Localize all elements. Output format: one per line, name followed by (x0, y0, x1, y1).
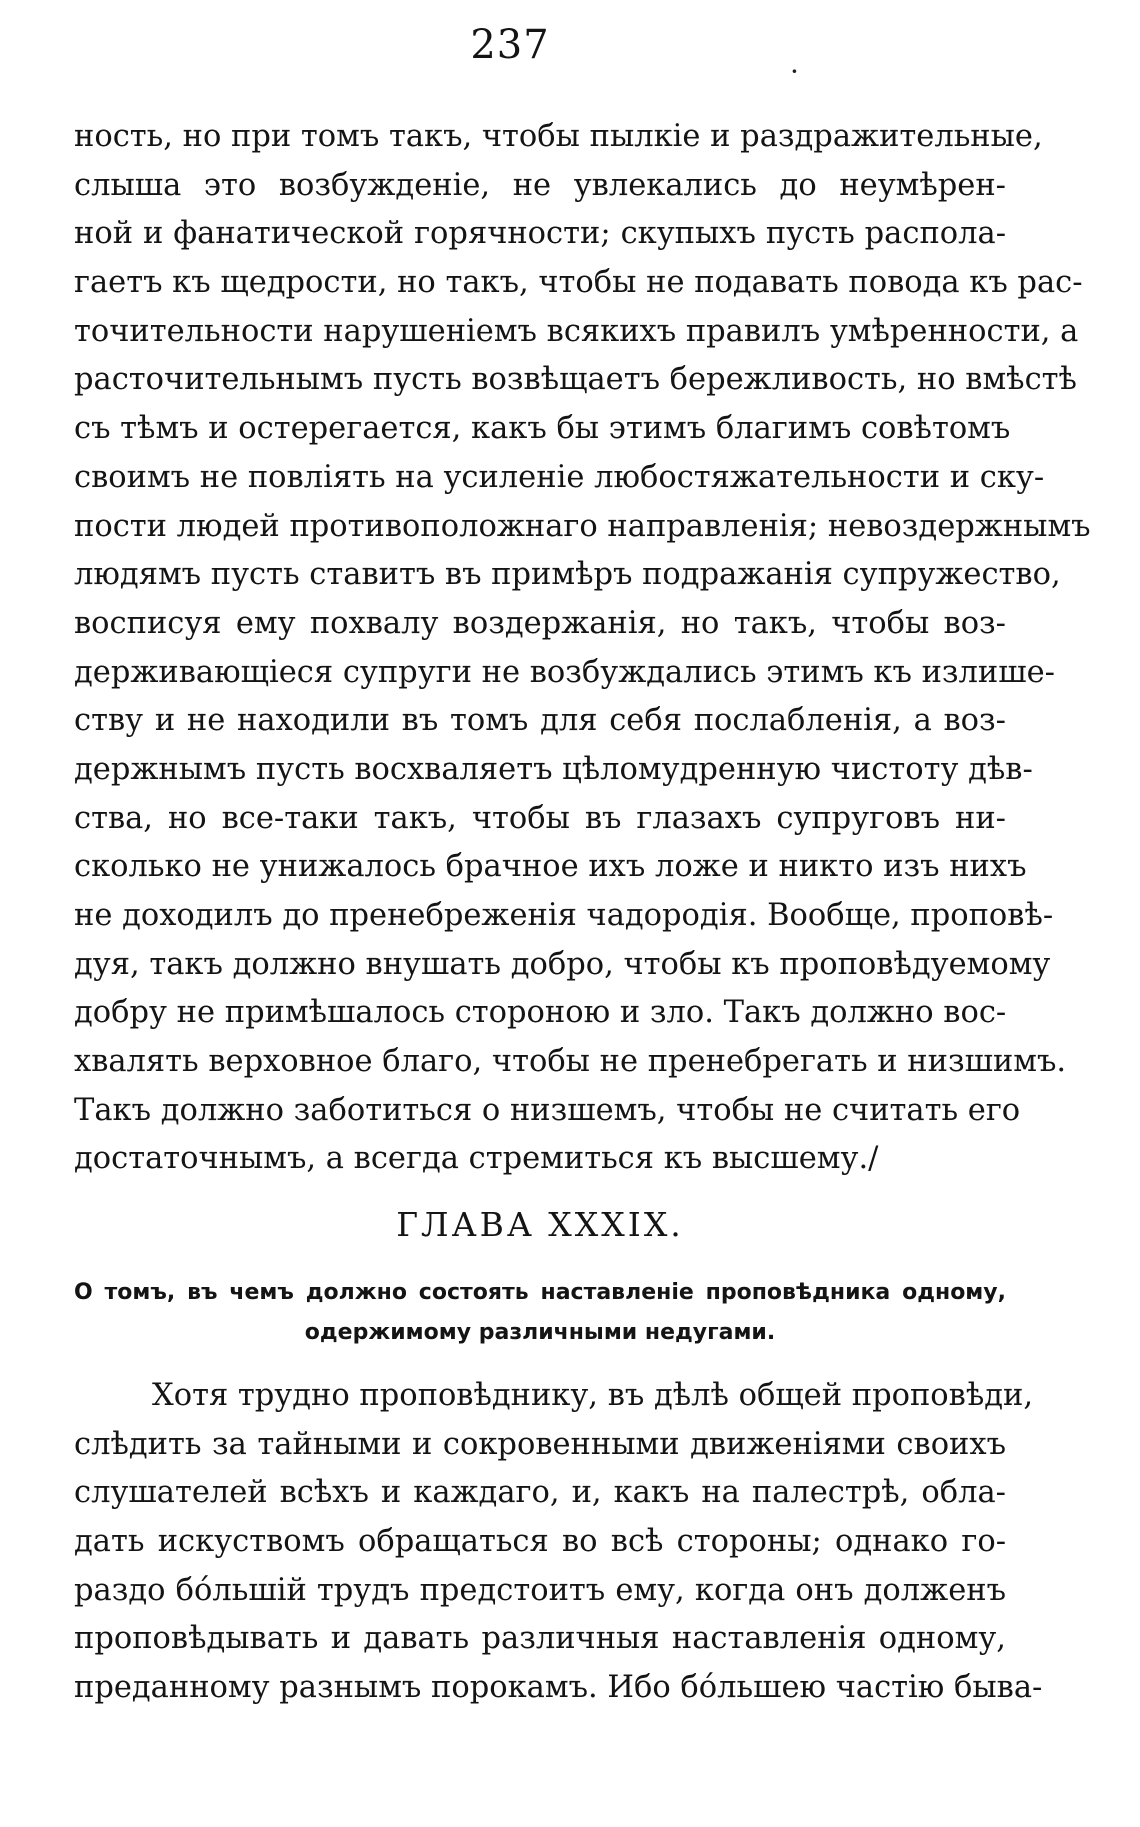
text-line: гаетъ къ щедрости, но такъ, чтобы не подавать повода къ рас- (74, 265, 1083, 301)
text-line: раздо бо́льшій трудъ предстоитъ ему, когда онъ долженъ (74, 1572, 1006, 1608)
text-line: преданному разнымъ порокамъ. Ибо бо́льшею частію быва- (74, 1670, 1043, 1706)
text-line: добру не примѣшалось стороною и зло. Такъ должно вос- (74, 995, 1007, 1031)
text-line: достаточнымъ, а всегда стремиться къ высшему./ (74, 1141, 879, 1177)
text-line: Такъ должно заботиться о низшемъ, чтобы не считать его (74, 1092, 1021, 1128)
text-line: дуя, такъ должно внушать добро, чтобы къ проповѣдуемому (74, 946, 1051, 982)
text-line: Хотя трудно проповѣднику, въ дѣлѣ общей проповѣди, (152, 1378, 1034, 1413)
paragraph (74, 1372, 1043, 1713)
subtitle-line: одержимому различными недугами. (304, 1320, 776, 1345)
text-line: ства, но все-таки такъ, чтобы въ глазахъ супруговъ ни- (74, 800, 1006, 836)
text-line: своимъ не повліять на усиленіе любостяжательности и ску- (74, 459, 1045, 495)
text-line: слыша это возбужденіе, не увлекались до неумѣрен- (74, 167, 1006, 203)
text-line: восписуя ему похвалу воздержанія, но такъ, чтобы воз- (74, 605, 1006, 641)
text-line: проповѣдывать и давать различныя наставленія одному, (74, 1621, 1006, 1657)
text-line: ству и не находили въ томъ для себя послабленія, а воз- (74, 703, 1006, 739)
text-line: хвалять верховное благо, чтобы не пренебрегать и низшимъ. (74, 1044, 1067, 1080)
text-line: съ тѣмъ и остерегается, какъ бы этимъ благимъ совѣтомъ (74, 411, 1011, 447)
text-line: пости людей противоположнаго направленія; невоздержнымъ (74, 508, 1091, 544)
text-line: дать искуствомъ обращаться во всѣ стороны; однако го- (74, 1524, 1006, 1560)
text-line: сколько не унижалось брачное ихъ ложе и никто изъ нихъ (74, 849, 1027, 885)
text-line: точительности нарушеніемъ всякихъ правилъ умѣренности, а (74, 313, 1079, 349)
scan-speck: · (790, 55, 799, 88)
text-line: слѣдить за тайными и сокровенными движеніями своихъ (74, 1426, 1006, 1462)
paragraph-continued (74, 113, 1091, 1184)
text-line: расточительнымъ пусть возвѣщаетъ бережливость, но вмѣстѣ (74, 362, 1077, 398)
text-line: не доходилъ до пренебреженія чадородія. Вообще, проповѣ- (74, 898, 1054, 933)
chapter-heading: ГЛАВА XXXIX. (396, 1205, 684, 1244)
subtitle-line: О томъ, въ чемъ должно состоять наставленіе проповѣдника одному, (74, 1280, 1006, 1305)
text-line: людямъ пусть ставитъ въ примѣръ подражанія супружество, (74, 557, 1061, 593)
chapter-subtitle (74, 1273, 1006, 1353)
text-line: слушателей всѣхъ и каждаго, и, какъ на палестрѣ, обла- (74, 1475, 1006, 1511)
text-line: держнымъ пусть восхваляетъ цѣломудренную чистоту дѣв- (74, 751, 1033, 787)
page-number: 237 (470, 22, 550, 68)
text-line: ность, но при томъ такъ, чтобы пылкіе и раздражительные, (74, 119, 1043, 154)
text-line: ной и фанатической горячности; скупыхъ пусть распола- (74, 216, 1006, 252)
text-line: держивающіеся супруги не возбуждались этимъ къ излише- (74, 654, 1055, 690)
